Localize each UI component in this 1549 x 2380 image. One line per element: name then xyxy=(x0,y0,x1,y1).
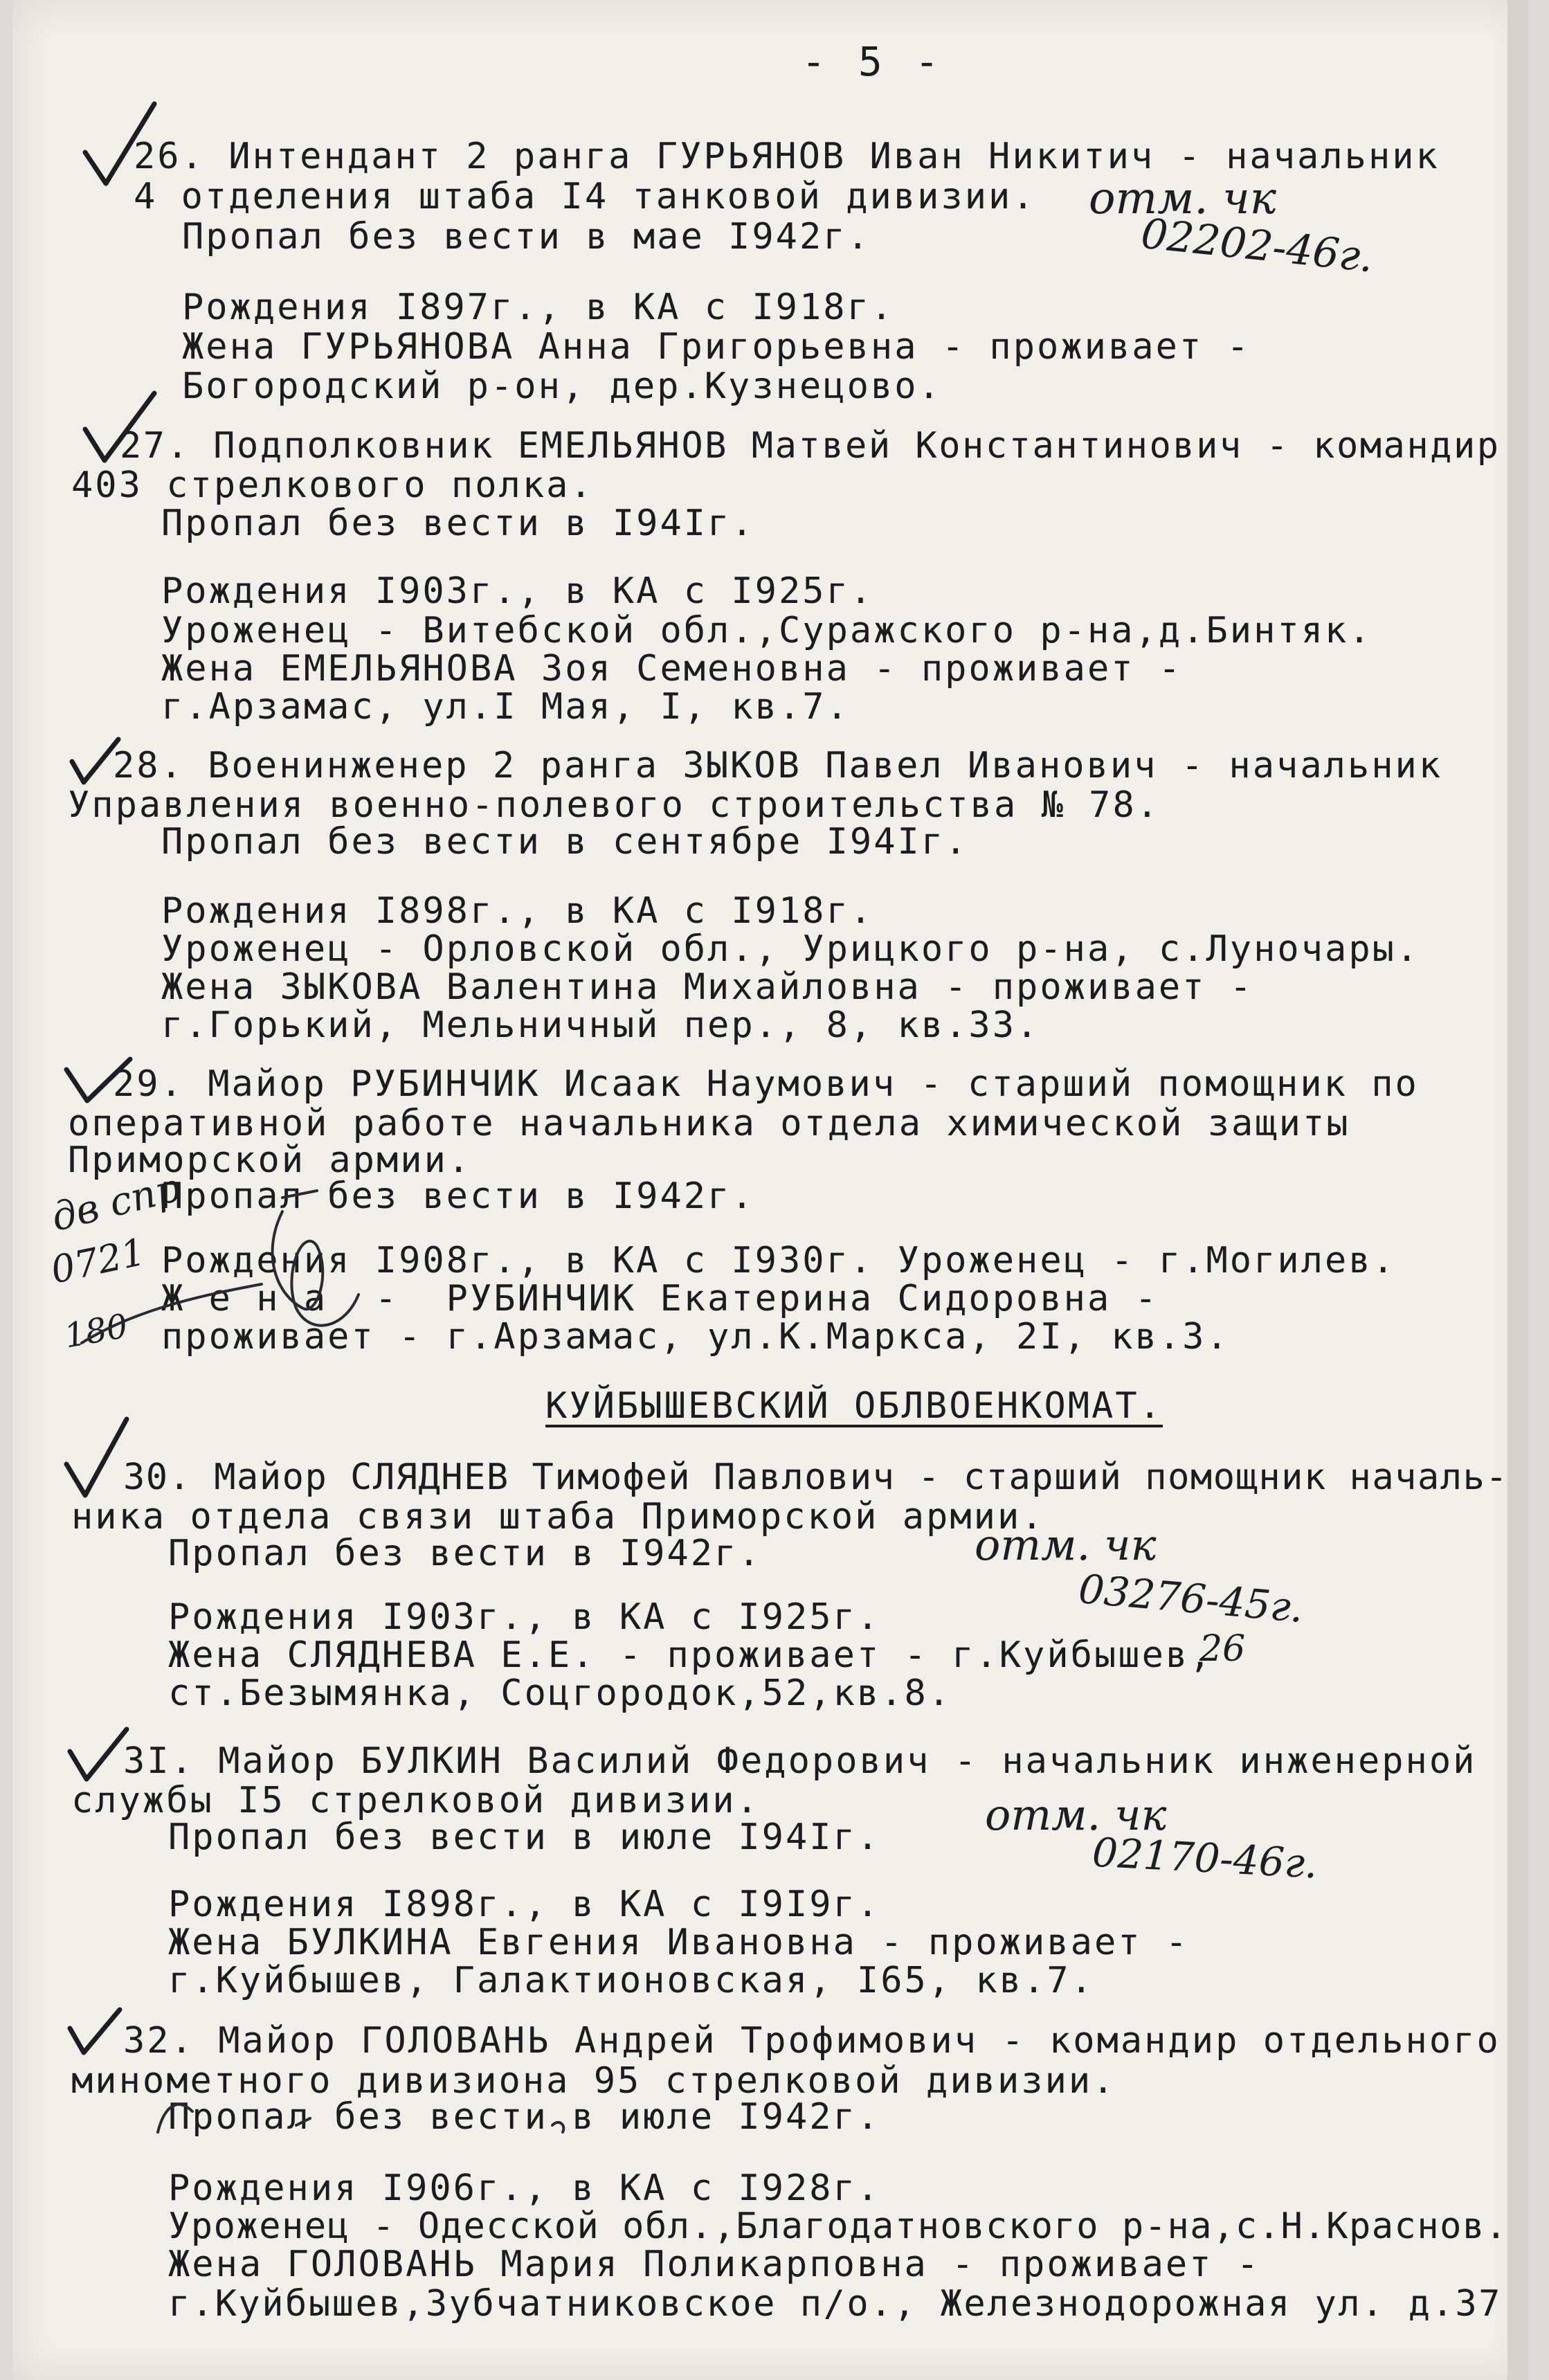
entry-line: Приморской армии. xyxy=(68,1139,472,1181)
entry-line: г.Куйбышев,Зубчатниковское п/о., Железнодорожная ул. д.37 xyxy=(168,2283,1502,2325)
handwritten-note: отм. чк xyxy=(985,1789,1167,1840)
page-number: - 5 - xyxy=(801,38,943,85)
entry-line: 32. Майор ГОЛОВАНЬ Андрей Трофимович - командир отдельного xyxy=(123,2020,1501,2062)
checkmark-icon xyxy=(78,388,168,471)
entry-line: Богородский р-он, дер.Кузнецово. xyxy=(182,366,942,407)
handwritten-signature xyxy=(54,1170,414,1378)
entry-line: минометного дивизиона 95 стрелковой дивизии. xyxy=(71,2060,1116,2102)
entry-line: 26. Интендант 2 ранга ГУРЬЯНОВ Иван Никитич - начальник xyxy=(134,136,1440,177)
section-heading: КУЙБЫШЕВСКИЙ ОБЛВОЕНКОМАТ. xyxy=(545,1385,1163,1427)
document-page xyxy=(12,0,1528,2380)
checkmark-icon xyxy=(61,1412,137,1502)
checkmark-icon xyxy=(66,734,129,789)
entry-line: ст.Безымянка, Соцгородок,52,кв.8. xyxy=(168,1673,952,1714)
entry-line: Рождения I906г., в КА с I928г. xyxy=(168,2167,881,2209)
entry-line: Рождения I898г., в КА с I918г. xyxy=(161,890,874,932)
entry-line: 3I. Майор БУЛКИН Василий Федорович - начальник инженерной xyxy=(123,1740,1477,1782)
handwritten-note: 0721 xyxy=(46,1229,150,1292)
entry-line: Рождения I903г., в КА с I925г. xyxy=(161,570,874,612)
entry-line: Пропал без вести в мае I942г. xyxy=(182,216,871,258)
entry-line: 4 отделения штаба I4 танковой дивизии. xyxy=(134,176,1036,217)
handwritten-note: отм. чк xyxy=(975,1520,1157,1570)
entry-line: Жена ГУРЬЯНОВА Анна Григорьевна - проживает - xyxy=(182,326,1251,368)
entry-line: проживает - г.Арзамас, ул.К.Маркса, 2I, кв.3. xyxy=(161,1316,1230,1358)
entry-line: службы I5 стрелковой дивизии. xyxy=(71,1780,760,1821)
handwritten-note: 02170-46г. xyxy=(1091,1828,1319,1888)
entry-line: 30. Майор СЛЯДНЕВ Тимофей Павлович - старший помощник началь- xyxy=(123,1457,1509,1498)
entry-line: Пропал без вести в I94Iг. xyxy=(161,503,755,544)
handwritten-note: отм. чк xyxy=(1089,173,1276,224)
entry-line: Жена ЗЫКОВА Валентина Михайловна - проживает - xyxy=(161,966,1254,1008)
entry-line: Пропал без вести в июле I94Iг. xyxy=(168,1816,881,1858)
handwritten-note: дв спр xyxy=(46,1165,185,1241)
entry-line: 27. Подполковник ЕМЕЛЬЯНОВ Матвей Константинович - командир xyxy=(120,425,1501,467)
entry-line: Пропал без вести в сентябре I94Iг. xyxy=(161,821,969,863)
entry-line: Жена ГОЛОВАНЬ Мария Поликарповна - проживает - xyxy=(168,2244,1261,2285)
page-edge xyxy=(1507,0,1528,2380)
checkmark-icon xyxy=(78,97,168,194)
entry-line: Рождения I908г., в КА с I930г. Уроженец - г.Могилев. xyxy=(161,1240,1396,1281)
entry-line: 28. Военинженер 2 ранга ЗЫКОВ Павел Иванович - начальник xyxy=(113,745,1443,786)
entry-line: Пропал без вести в I942г. xyxy=(161,1175,755,1217)
entry-line: Ж е н а - РУБИНЧИК Екатерина Сидоровна - xyxy=(161,1278,1159,1319)
entry-line: Жена ЕМЕЛЬЯНОВА Зоя Семеновна - проживает - xyxy=(161,648,1183,689)
entry-line: Рождения I898г., в КА с I9I9г. xyxy=(168,1884,881,1925)
entry-line: Пропал без вести в I942г. xyxy=(168,1533,762,1574)
handwritten-note: 03276-45г. xyxy=(1076,1565,1305,1632)
entry-line: г.Арзамас, ул.I Мая, I, кв.7. xyxy=(161,686,850,728)
entry-line: Пропал без вести в июле I942г. xyxy=(168,2096,881,2138)
entry-line: Уроженец - Одесской обл.,Благодатновского р-на,с.Н.Краснов. xyxy=(168,2206,1508,2247)
entry-line: Уроженец - Орловской обл., Урицкого р-на, с.Луночары. xyxy=(161,928,1420,970)
pencil-marks xyxy=(137,2021,691,2188)
entry-line: Уроженец - Витебской обл.,Суражского р-на,д.Бинтяк. xyxy=(161,610,1373,651)
entry-line: Рождения I903г., в КА с I925г. xyxy=(168,1596,881,1638)
checkmark-icon xyxy=(64,1724,134,1786)
handwritten-note: 180 xyxy=(61,1306,131,1356)
handwritten-note: 26 xyxy=(1199,1628,1246,1670)
handwritten-note: 02202-46г. xyxy=(1139,209,1376,282)
entry-line: 403 стрелкового полка. xyxy=(71,465,594,506)
checkmark-icon xyxy=(61,1052,137,1108)
entry-line: ника отдела связи штаба Приморской армии. xyxy=(71,1496,1045,1538)
entry-line: Управления военно-полевого строительства № 78. xyxy=(68,784,1161,826)
checkmark-icon xyxy=(64,2004,127,2059)
entry-line: Рождения I897г., в КА с I918г. xyxy=(182,287,895,328)
entry-line: 29. Майор РУБИНЧИК Исаак Наумович - старший помощник по xyxy=(113,1063,1419,1105)
entry-line: оперативной работе начальника отдела химической защиты xyxy=(68,1103,1350,1144)
entry-line: г.Горький, Мельничный пер., 8, кв.33. xyxy=(161,1004,1040,1046)
entry-line: г.Куйбышев, Галактионовская, I65, кв.7. xyxy=(168,1960,1094,2001)
entry-line: Жена СЛЯДНЕВА Е.Е. - проживает - г.Куйбышев, xyxy=(168,1634,1213,1676)
entry-line: Жена БУЛКИНА Евгения Ивановна - проживает - xyxy=(168,1922,1190,1963)
